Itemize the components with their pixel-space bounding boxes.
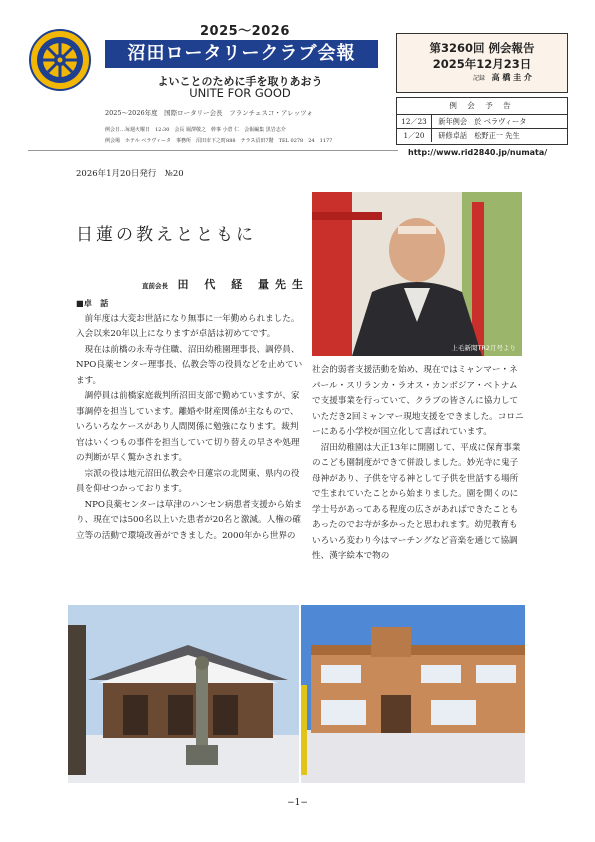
article-paragraph: 前年度は大変お世話になり無事に一年勤められました。入会以来20年以上になりますが卓話は初めてです。 [76,313,300,339]
term-years: 2025〜2026 [200,24,290,39]
motto: よいことのために手を取りあおう [157,75,323,88]
ri-president-line: 2025〜2026年度 国際ロータリー会長 フランチェスコ・アレッツォ [105,109,313,117]
schedule-heading: 例 会 予 告 [449,101,515,110]
speaker-name: 田 代 経 量先生 [177,278,309,291]
report-date: 2025年12月23日 [432,57,532,71]
article-title: 日蓮の教えとともに [76,225,256,245]
schedule-date: 1／20 [397,129,432,142]
rotary-wheel-logo [28,28,92,92]
schedule-row [397,128,567,142]
club-name-banner: 沼田ロータリークラブ会報 [105,40,378,68]
meeting-schedule-box [396,97,568,145]
schedule-event: 新年例会 於 ベラヴィータ [438,117,527,126]
article-paragraph: 沼田幼稚園は大正13年に開園して、平成に保育事業のこども園制度ができて併設しました。妙光寺に鬼子母神があり、子供を守る神として子供を世話する場所で生まれていたことから始まりました。園を開くのに学士号があってある程度の広さがあればできたこともあったのでお寺が多かったと思われます。幼児教育もいろいろ変わり今はマーチングなど音楽を通じて協調性、漢字絵本で物の [312,442,521,561]
schedule-date: 12／23 [397,115,432,128]
article-paragraph: 調停員は前橋家庭裁判所沼田支部で勤めていますが、家事調停を担当しています。離婚や財産関係が主なもので、いろいろなケースがあり人間関係に勉強になります。裁判官はいくつもの事件を担当していて切り替えの早さや処理の判断が早く驚かされます。 [76,391,300,463]
meeting-report-box [396,33,568,93]
schedule-event: 研修卓話 松野正一 先生 [438,131,520,140]
recorder-label: 記録 [473,75,486,82]
photo-caption: 上毛新聞TR2月号より [451,344,516,352]
recorder-name: 高 橋 圭 介 [491,72,532,82]
issue-date: 2026年1月20日発行 №20 [76,169,184,179]
article-paragraph: 社会的弱者支援活動を始め、現在ではミャンマー・ネパール・スリランカ・ラオス・カンボジア・ベトナムで支援事業を行っていて、クラブの皆さんに協力していただき2回ミャンマー現地支援をできました。コロニーにある小学校が国立化して喜ばれています。 [312,365,524,437]
speaker-role: 直前会長 [142,282,168,290]
theme-text: UNITE FOR GOOD [189,86,291,100]
article-paragraph: NPO良薬センターは草津のハンセン病患者支援から始まり、現在では500名以上いた患者が20名と激減。人権の確立等の活動で環境改善ができました。2000年から世界の [76,499,303,541]
page-number: −1− [287,798,308,808]
kindergarten-building-photo [301,605,525,783]
speaker-portrait-photo [312,192,522,356]
article-column-1 [76,296,304,544]
header-divider [28,150,398,151]
club-address-line: 例会場 ホテル ベラヴィータ 事務所 沼田市下之町888 テラス沼田7階 TEL 0278 24 1177 [105,138,333,144]
report-number: 第3260回 例会報告 [429,41,535,55]
section-label: ■卓 話 [76,298,109,308]
article-column-2 [312,363,524,565]
recorder [473,72,532,83]
speaker-line [142,276,309,292]
article-paragraph: 現在は前橋の永寿寺住職、沼田幼稚園理事長、調停員、NPO良薬センター理事長、仏教会等の役員などを止めています。 [76,344,303,386]
temple-photo [68,605,299,783]
club-info-line: 例会日…毎週火曜日 12:30 会長 堀澤敬之 幹事 小倉 仁 会報編集 黒岩志介 [105,127,286,133]
club-website-link[interactable]: http://www.rid2840.jp/numata/ [408,148,548,157]
article-paragraph: 宗派の役は地元沼田仏教会や日蓮宗の北関東、県内の役員を仰せつかっております。 [76,468,300,494]
schedule-row [397,114,567,128]
